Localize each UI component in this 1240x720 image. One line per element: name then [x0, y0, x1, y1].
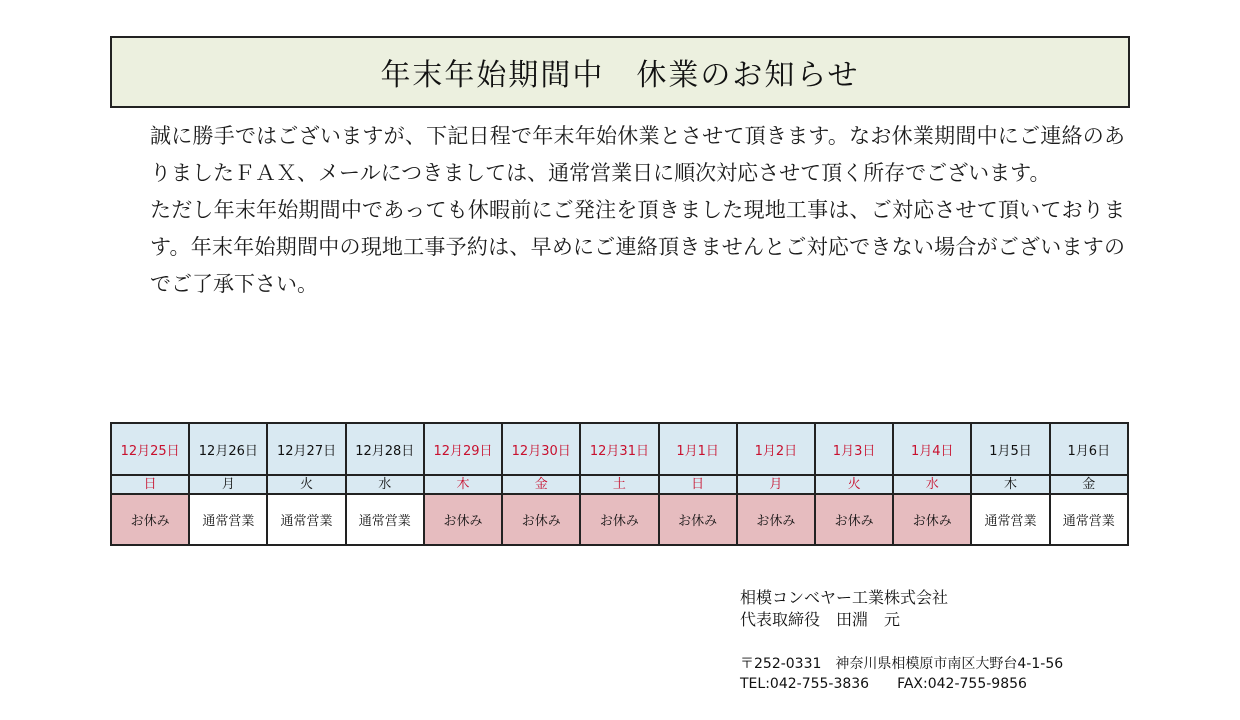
status-row [111, 494, 1128, 545]
schedule-holiday-cell: お休み [893, 494, 971, 545]
date-row [111, 423, 1128, 475]
schedule-date-cell: 12月30日 [502, 423, 580, 475]
schedule-weekday-cell: 火 [267, 475, 345, 494]
notice-title: 年末年始期間中 休業のお知らせ [110, 36, 1130, 108]
weekday-row [111, 475, 1128, 494]
schedule-date-cell: 12月27日 [267, 423, 345, 475]
schedule-business-day-cell: 通常営業 [346, 494, 424, 545]
company-block [740, 587, 948, 631]
schedule-weekday-cell: 土 [580, 475, 658, 494]
schedule-weekday-cell: 月 [189, 475, 267, 494]
company-contact-block [740, 654, 1063, 694]
schedule-date-cell: 12月28日 [346, 423, 424, 475]
company-address: 〒252-0331 神奈川県相模原市南区大野台4-1-56 [740, 656, 1064, 672]
schedule-date-cell: 1月1日 [659, 423, 737, 475]
schedule-date-cell: 1月2日 [737, 423, 815, 475]
schedule-date-cell: 1月3日 [815, 423, 893, 475]
company-name: 相模コンベヤー工業株式会社 [740, 588, 949, 607]
notice-body [150, 118, 1125, 303]
schedule-date-cell: 1月5日 [971, 423, 1049, 475]
notice-paragraph-1: 誠に勝手ではございますが、下記日程で年末年始休業とさせて頂きます。なお休業期間中にご連絡のありましたＦＡＸ、メールにつきましては、通常営業日に順次対応させて頂く所存でございます。 [150, 124, 1125, 185]
schedule-business-day-cell: 通常営業 [971, 494, 1049, 545]
schedule-holiday-cell: お休み [815, 494, 893, 545]
schedule-date-cell: 1月6日 [1050, 423, 1128, 475]
schedule-date-cell: 12月26日 [189, 423, 267, 475]
schedule-weekday-cell: 水 [893, 475, 971, 494]
holiday-schedule-table [110, 422, 1129, 546]
schedule-holiday-cell: お休み [424, 494, 502, 545]
schedule-holiday-cell: お休み [580, 494, 658, 545]
schedule-business-day-cell: 通常営業 [267, 494, 345, 545]
schedule-date-cell: 12月31日 [580, 423, 658, 475]
schedule-weekday-cell: 火 [815, 475, 893, 494]
schedule-holiday-cell: お休み [659, 494, 737, 545]
schedule-date-cell: 12月25日 [111, 423, 189, 475]
schedule-weekday-cell: 月 [737, 475, 815, 494]
company-representative: 代表取締役 田淵 元 [740, 610, 901, 629]
schedule-holiday-cell: お休み [111, 494, 189, 545]
schedule-weekday-cell: 金 [502, 475, 580, 494]
schedule-weekday-cell: 金 [1050, 475, 1128, 494]
company-phone-fax: TEL:042-755-3836 FAX:042-755-9856 [740, 676, 1027, 692]
schedule-holiday-cell: お休み [737, 494, 815, 545]
schedule-weekday-cell: 木 [424, 475, 502, 494]
schedule-date-cell: 1月4日 [893, 423, 971, 475]
schedule-business-day-cell: 通常営業 [189, 494, 267, 545]
schedule-date-cell: 12月29日 [424, 423, 502, 475]
notice-paragraph-2: ただし年末年始期間中であっても休暇前にご発注を頂きました現地工事は、ご対応させて頂いております。年末年始期間中の現地工事予約は、早めにご連絡頂きませんとご対応できない場合がございますのでご了承下さい。 [150, 198, 1125, 296]
schedule-weekday-cell: 水 [346, 475, 424, 494]
schedule-business-day-cell: 通常営業 [1050, 494, 1128, 545]
schedule-weekday-cell: 木 [971, 475, 1049, 494]
schedule-weekday-cell: 日 [659, 475, 737, 494]
schedule-weekday-cell: 日 [111, 475, 189, 494]
schedule-holiday-cell: お休み [502, 494, 580, 545]
